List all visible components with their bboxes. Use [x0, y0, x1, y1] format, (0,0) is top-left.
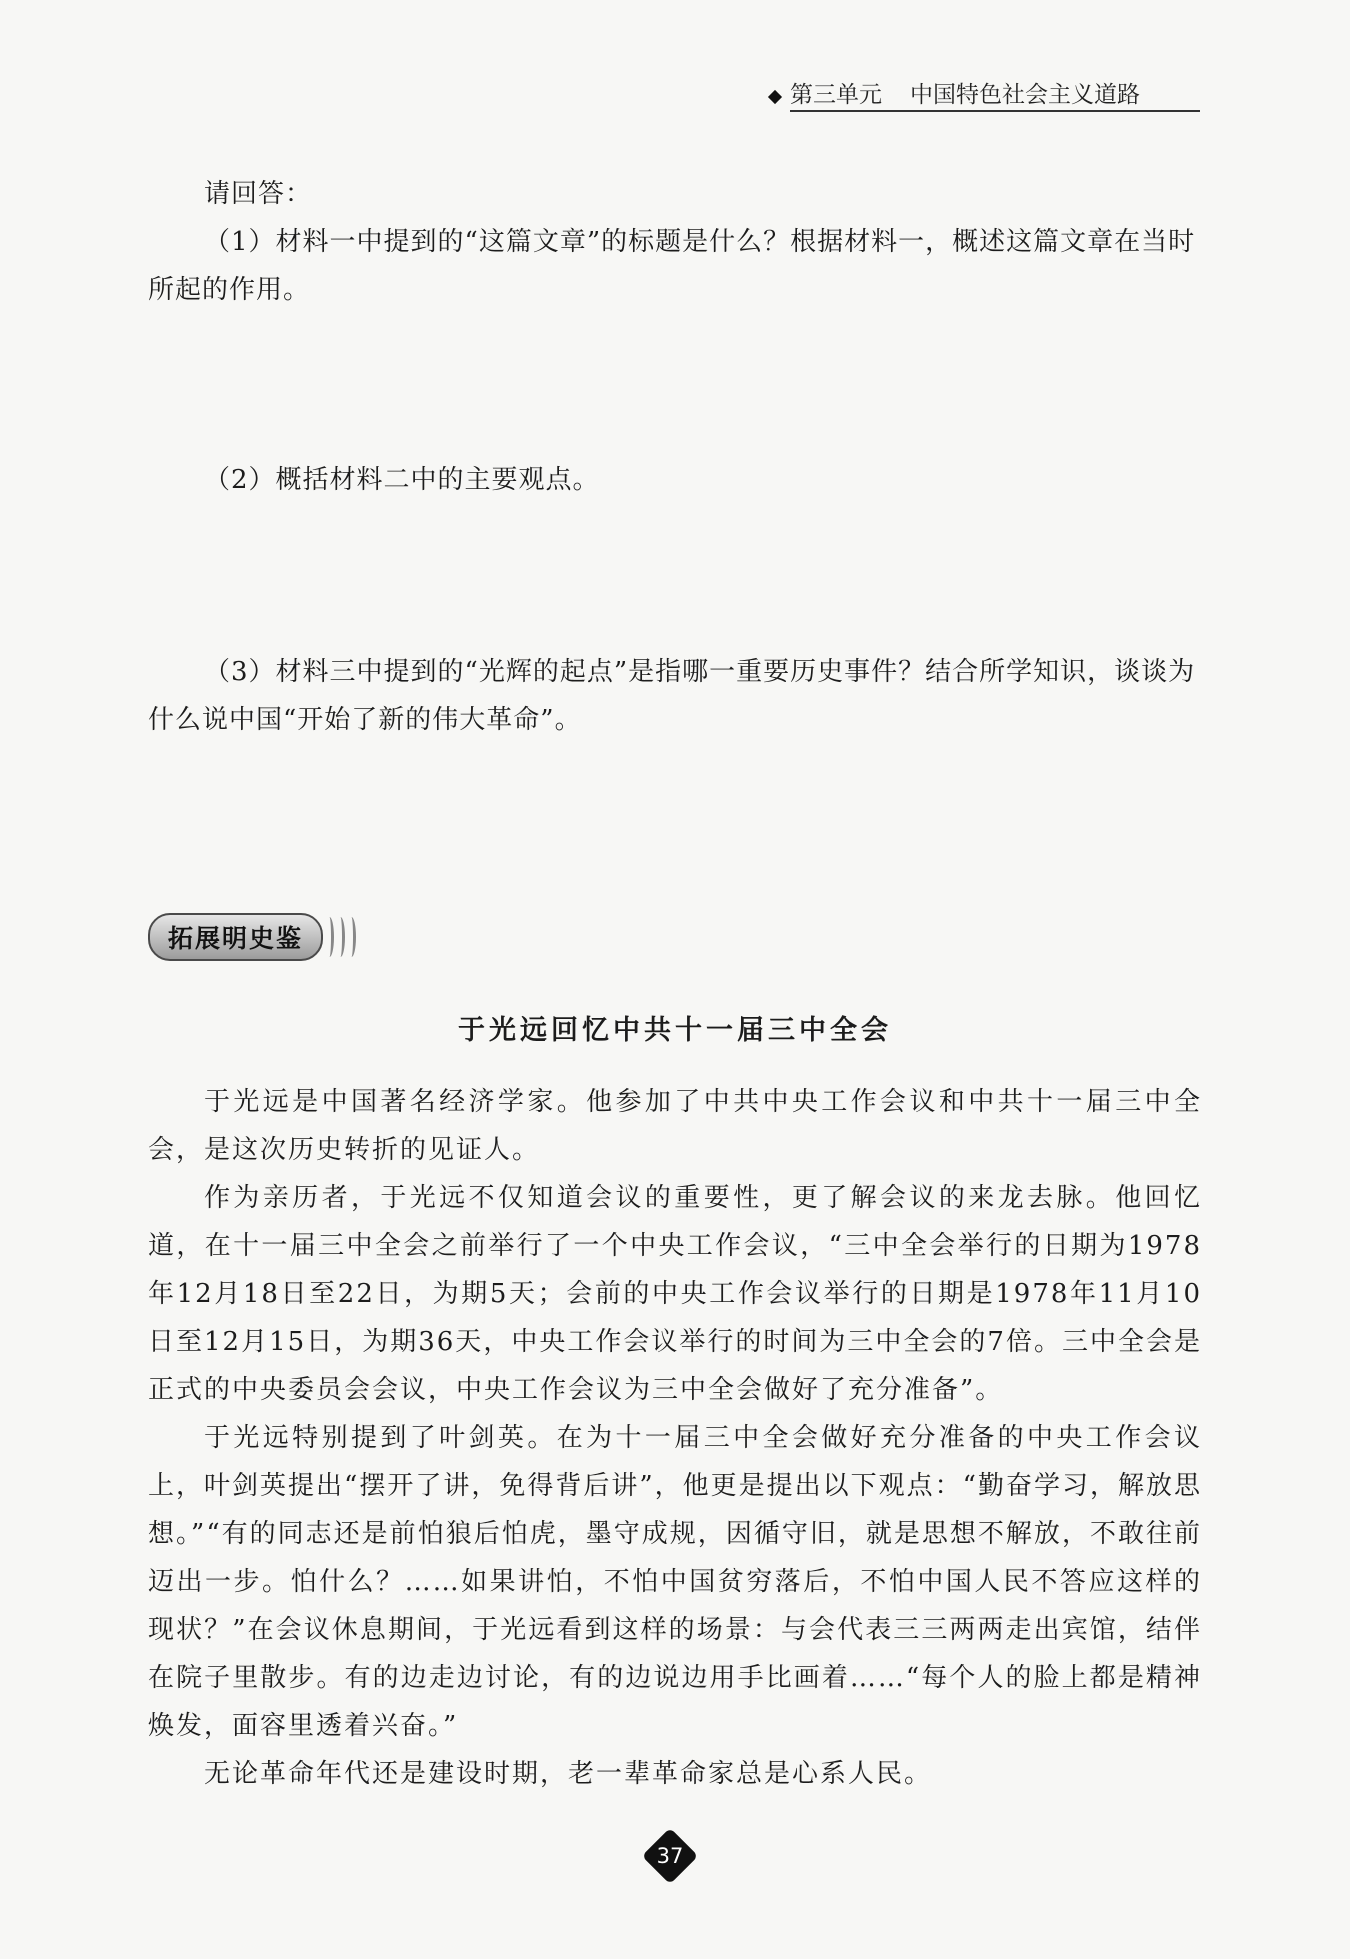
- question-1: （1）材料一中提到的“这篇文章”的标题是什么？根据材料一，概述这篇文章在当时所起的作用。: [148, 227, 1196, 305]
- diamond-bullet-icon: [768, 89, 782, 103]
- question-2: （2）概括材料二中的主要观点。: [204, 465, 600, 495]
- article-title: 于光远回忆中共十一届三中全会: [458, 1015, 892, 1046]
- badge-arc-icon: [325, 917, 334, 957]
- header-divider: [790, 110, 1200, 112]
- unit-title: 中国特色社会主义道路: [910, 82, 1140, 108]
- section-badge: [148, 913, 356, 961]
- article-paragraph: 于光远是中国著名经济学家。他参加了中共中央工作会议和中共十一届三中全会，是这次历史转折的见证人。: [148, 1087, 1202, 1165]
- badge-arc-icon: [336, 917, 345, 957]
- article-paragraph: 作为亲历者，于光远不仅知道会议的重要性，更了解会议的来龙去脉。他回忆道，在十一届三中全会之前举行了一个中央工作会议，“三中全会举行的日期为1978年12月18日至22日，为期5天；会前的中央工作会议举行的日期是1978年11月10日至12月15日，为期36天，中央工作会议举行的时间为三中全会的7倍。三中全会是正式的中央委员会会议，中央工作会议为三中全会做好了充分准备”。: [148, 1183, 1202, 1405]
- unit-label: 第三单元: [790, 82, 882, 108]
- article-paragraph: 无论革命年代还是建设时期，老一辈革命家总是心系人民。: [204, 1759, 933, 1789]
- section-badge-label: 拓展明史鉴: [148, 913, 323, 961]
- question-3: （3）材料三中提到的“光辉的起点”是指哪一重要历史事件？结合所学知识，谈谈为什么说中国“开始了新的伟大革命”。: [148, 657, 1196, 735]
- page-number: [644, 1830, 696, 1882]
- running-header: [770, 76, 1200, 109]
- badge-arc-icon: [347, 917, 356, 957]
- article-body: [148, 1078, 1202, 1798]
- answer-prompt: 请回答：: [204, 179, 313, 209]
- article-paragraph: 于光远特别提到了叶剑英。在为十一届三中全会做好充分准备的中央工作会议上，叶剑英提出“摆开了讲，免得背后讲”，他更是提出以下观点：“勤奋学习，解放思想。”“有的同志还是前怕狼后怕虎，墨守成规，因循守旧，就是思想不解放，不敢往前迈出一步。怕什么？……如果讲怕，不怕中国贫穷落后，不怕中国人民不答应这样的现状？”在会议休息期间，于光远看到这样的场景：与会代表三三两两走出宾馆，结伴在院子里散步。有的边走边讨论，有的边说边用手比画着……“每个人的脸上都是精神焕发，面容里透着兴奋。”: [148, 1423, 1202, 1741]
- page-number-text: 37: [656, 1844, 684, 1868]
